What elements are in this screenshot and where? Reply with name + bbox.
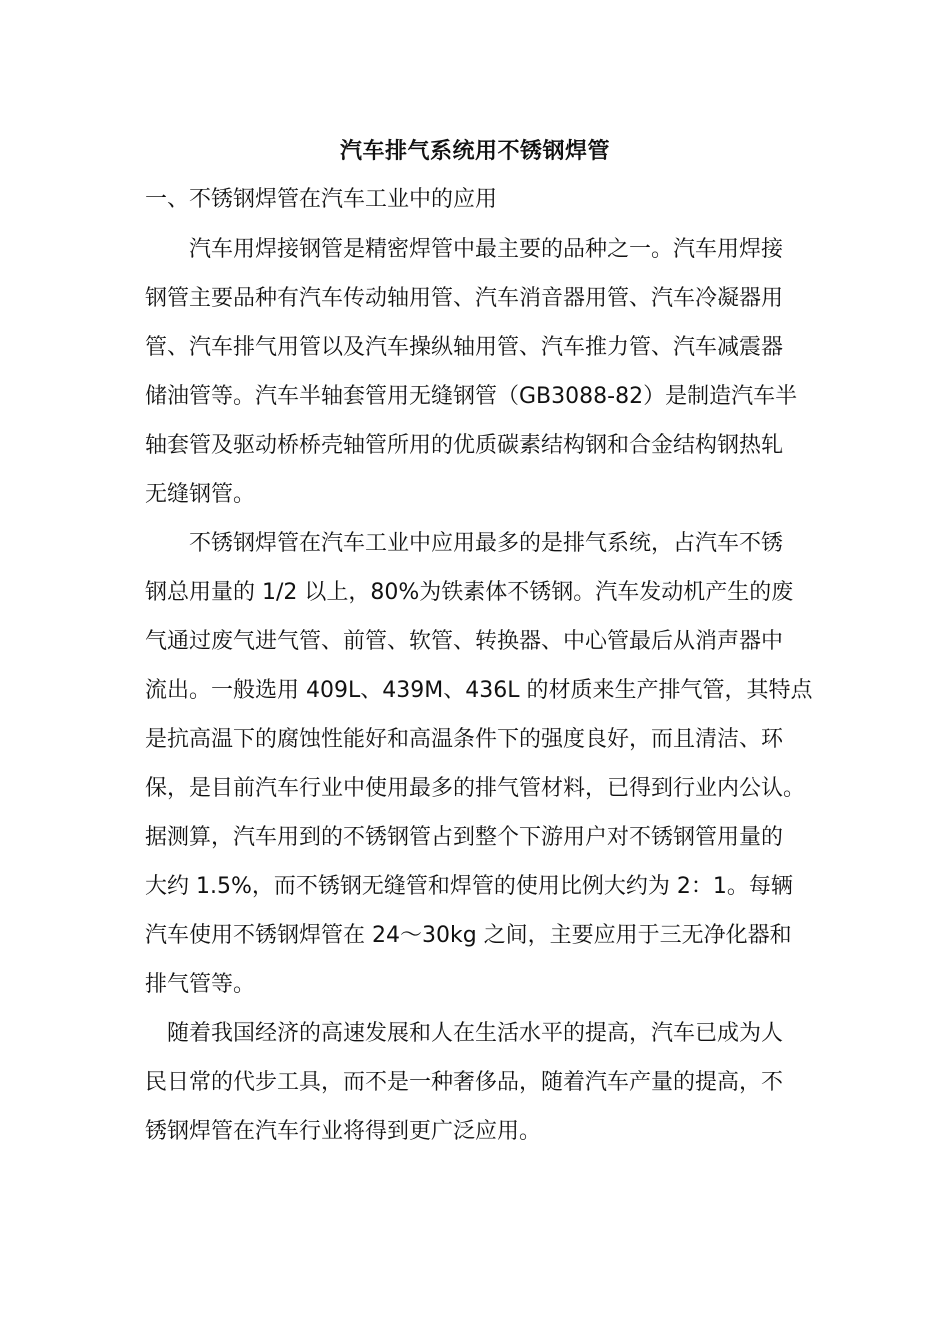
- text-line: 是抗高温下的腐蚀性能好和高温条件下的强度良好，而且清洁、环: [145, 727, 784, 752]
- text-line: 随着我国经济的高速发展和人在生活水平的提高，汽车已成为人: [145, 1021, 784, 1046]
- text-line: 锈钢焊管在汽车行业将得到更广泛应用。: [145, 1119, 542, 1144]
- text-line: 钢管主要品种有汽车传动轴用管、汽车消音器用管、汽车冷凝器用: [145, 286, 784, 311]
- text-line: 排气管等。: [145, 972, 256, 997]
- text-line: 汽车用焊接钢管是精密焊管中最主要的品种之一。汽车用焊接: [145, 237, 784, 262]
- document-title: 汽车排气系统用不锈钢焊管: [339, 139, 610, 164]
- text-line: 无缝钢管。: [145, 482, 256, 507]
- text-line: 流出。一般选用 409L、439M、436L 的材质来生产排气管，其特点: [145, 678, 813, 703]
- text-line: 储油管等。汽车半轴套管用无缝钢管（GB3088-82）是制造汽车半: [145, 384, 798, 409]
- text-line: 轴套管及驱动桥桥壳轴管所用的优质碳素结构钢和合金结构钢热轧: [145, 433, 784, 458]
- text-line: 据测算，汽车用到的不锈钢管占到整个下游用户对不锈钢管用量的: [145, 825, 784, 850]
- text-line: 钢总用量的 1/2 以上，80%为铁素体不锈钢。汽车发动机产生的废: [145, 580, 794, 605]
- text-line: 不锈钢焊管在汽车工业中应用最多的是排气系统，占汽车不锈: [145, 531, 784, 556]
- text-line: 汽车使用不锈钢焊管在 24～30kg 之间，主要应用于三无净化器和: [145, 923, 792, 948]
- text-line: 保，是目前汽车行业中使用最多的排气管材料，已得到行业内公认。: [145, 776, 806, 801]
- text-line: 管、汽车排气用管以及汽车操纵轴用管、汽车推力管、汽车减震器: [145, 335, 784, 360]
- text-line: 气通过废气进气管、前管、软管、转换器、中心管最后从消声器中: [145, 629, 784, 654]
- text-line: 民日常的代步工具，而不是一种奢侈品，随着汽车产量的提高，不: [145, 1070, 784, 1095]
- section-heading: 一、不锈钢焊管在汽车工业中的应用: [145, 187, 498, 212]
- text-line: 大约 1.5%，而不锈钢无缝管和焊管的使用比例大约为 2：1。每辆: [145, 874, 793, 899]
